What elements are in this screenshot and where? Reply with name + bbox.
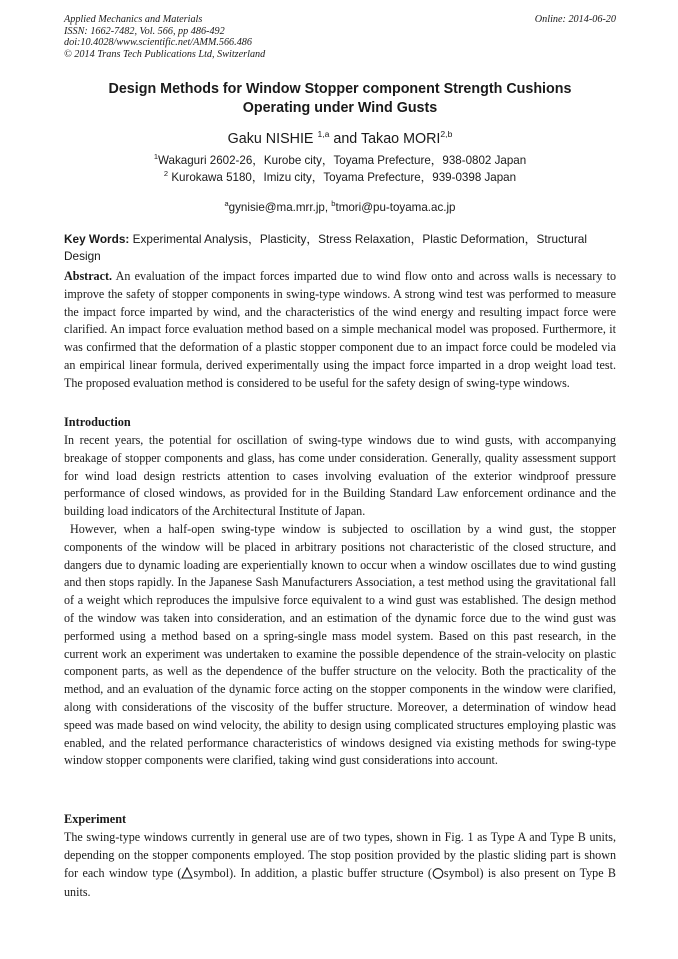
introduction-body	[64, 432, 616, 770]
abstract-label: Abstract.	[64, 269, 113, 283]
author-1-sup: 1,a	[317, 129, 330, 139]
experiment-text-a: The swing-type windows currently in general use are of two types, shown in Fig. 1 as Type A and Type B units, depending on the stopper components employed. The stop position provided by the plastic sliding part is shown for each window type (	[64, 830, 616, 880]
triangle-symbol-icon	[181, 867, 193, 885]
title-line-2: Operating under Wind Gusts	[242, 100, 438, 116]
introduction-paragraph-1: In recent years, the potential for oscillation of swing-type windows due to wind gusts, with accompanying breakage of stopper components and glass, has come under consideration. Generally, quality assessment support for wind load design restricts attention to cases involving evaluation of the exterior windproof pressure performance of closed windows, as provided for in the Building Standard Law enforcement ordinance and the building load indicators of the Architectural Institute of Japan.	[64, 433, 616, 519]
affiliation-1	[64, 153, 616, 168]
journal-name: Applied Mechanics and Materials	[64, 14, 203, 25]
affiliation-1-sup: 1	[153, 152, 158, 161]
email-a[interactable]: gynisie@ma.mrr.jp,	[228, 201, 329, 214]
affiliation-1-text: Wakaguri 2602-26，Kurobe city，Toyama Prefecture，938-0802 Japan	[157, 154, 527, 167]
author-list	[64, 130, 616, 148]
title-line-1: Design Methods for Window Stopper component Strength Cushions	[108, 81, 572, 97]
author-emails	[64, 200, 616, 215]
keywords	[64, 231, 616, 264]
author-2-sup: 2,b	[440, 129, 453, 139]
experiment-heading: Experiment	[64, 812, 127, 826]
email-b-sup: b	[331, 199, 336, 208]
circle-symbol-icon	[432, 867, 444, 885]
experiment-text-c: symbol) is also present on Type B units.	[64, 865, 616, 900]
author-2: Takao MORI	[360, 131, 441, 147]
paper-title	[64, 80, 616, 118]
experiment-body	[64, 829, 616, 902]
keywords-text: Experimental Analysis，Plasticity，Stress Relaxation，Plastic Deformation，Structural Design	[64, 232, 587, 263]
online-date: Online: 2014-06-20	[534, 14, 616, 25]
introduction-heading: Introduction	[64, 415, 131, 429]
journal-issn: ISSN: 1662-7482, Vol. 566, pp 486-492	[64, 25, 225, 37]
affiliation-2-text: Kurokawa 5180，Imizu city，Toyama Prefecture，939-0398 Japan	[171, 171, 517, 184]
abstract-text: An evaluation of the impact forces imparted due to wind flow onto and across walls is necessary to improve the safety of stopper components in swing-type windows. A strong wind test was performed to measure the impact force imparted by wind, and the characteristics of the wind energy and resulting impact force were clarified. An impact force evaluation method based on a simple mechanical model was proposed. Furthermore, it was confirmed that the deformation of a plastic stopper component due to an impact force could be modeled via an empirical linear formula, derived experimentally using the impact force imparted in a drop weight load test. The proposed evaluation method is considered to be useful for the safety design of swing-type windows.	[64, 269, 616, 390]
affiliation-2-sup: 2	[163, 169, 169, 178]
experiment-text-b: symbol). In addition, a plastic buffer structure (	[193, 865, 432, 880]
affiliation-2	[64, 170, 616, 185]
introduction-paragraph-2: However, when a half-open swing-type window is subjected to oscillation by a wind gust, the stopper components of the window will be placed in arbitrary positions not characteristic of the closed structure, and dangers due to dynamic loading are experientially known to occur when a window oscillates due to wind gusting and then stops rapidly. In the Japanese Sash Manufacturers Association, a test method using the gravitational fall of a weight which reproduces the impulsive force equivalent to a wind gust was established. The design method of the window was taken into consideration, and an estimation of the dynamic force due to the wind gust was performed using a method based on a spring-single mass model system. Based on this past research, in the current work an experiment was undertaken to examine the possible dependence of the strain-velocity on plastic component parts, as well as the dependence of the buffer structure on the velocity. Both the practicality of the method, and an evaluation of the dynamic force acting on the stopper components in the window were clarified, along with considerations of the viscosity of the buffer structure. Moreover, a determination of window head speed was made based on wind velocity, the ability to design using complicated structures employing plastic was enabled, and the related performance characteristics of windows designed via existing methods for swing-type window stopper components were clarified, taking wind gust considerations into account.	[64, 521, 616, 768]
author-1: Gaku NISHIE	[227, 131, 314, 147]
keywords-label: Key Words:	[64, 232, 130, 246]
author-and: and	[333, 131, 358, 147]
journal-copyright: © 2014 Trans Tech Publications Ltd, Switzerland	[64, 48, 266, 60]
abstract	[64, 268, 616, 393]
journal-doi: doi:10.4028/www.scientific.net/AMM.566.486	[64, 37, 252, 49]
email-b[interactable]: tmori@pu-toyama.ac.jp	[335, 201, 456, 214]
journal-header	[64, 14, 616, 60]
email-a-sup: a	[224, 199, 229, 208]
